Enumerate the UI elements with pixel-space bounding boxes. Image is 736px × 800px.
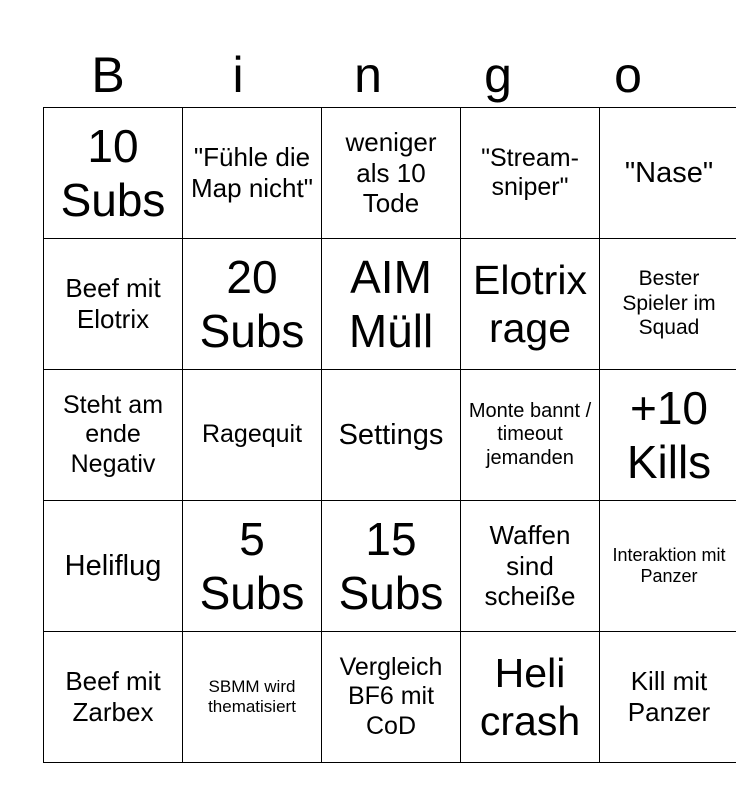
bingo-cell[interactable]: "Stream-sniper" — [461, 108, 600, 239]
bingo-cell[interactable]: +10 Kills — [600, 370, 736, 501]
bingo-cell[interactable]: AIM Müll — [322, 239, 461, 370]
bingo-cell[interactable]: Waffen sind scheiße — [461, 501, 600, 632]
grid-row-4 — [44, 501, 736, 632]
bingo-cell[interactable]: Monte bannt / timeout jemanden — [461, 370, 600, 501]
header-letter-i: i — [232, 47, 244, 103]
bingo-cell[interactable]: 10 Subs — [44, 108, 183, 239]
header-letter-n: n — [354, 47, 382, 103]
bingo-cell[interactable]: Vergleich BF6 mit CoD — [322, 632, 461, 763]
header-letter-g: g — [484, 47, 512, 103]
bingo-grid — [43, 107, 736, 763]
bingo-cell[interactable]: Heliflug — [44, 501, 183, 632]
bingo-cell[interactable]: "Nase" — [600, 108, 736, 239]
bingo-cell[interactable]: 15 Subs — [322, 501, 461, 632]
bingo-cell[interactable]: Heli crash — [461, 632, 600, 763]
bingo-cell[interactable]: Settings — [322, 370, 461, 501]
bingo-cell[interactable]: Kill mit Panzer — [600, 632, 736, 763]
bingo-cell[interactable]: "Fühle die Map nicht" — [183, 108, 322, 239]
grid-row-5 — [44, 632, 736, 763]
bingo-header — [43, 42, 693, 108]
bingo-cell[interactable]: 5 Subs — [183, 501, 322, 632]
bingo-cell[interactable]: Beef mit Elotrix — [44, 239, 183, 370]
header-letter-b: B — [91, 47, 125, 103]
grid-row-3 — [44, 370, 736, 501]
grid-row-1 — [44, 108, 736, 239]
bingo-cell[interactable]: weniger als 10 Tode — [322, 108, 461, 239]
bingo-cell[interactable]: 20 Subs — [183, 239, 322, 370]
bingo-cell[interactable]: Ragequit — [183, 370, 322, 501]
bingo-cell[interactable]: Beef mit Zarbex — [44, 632, 183, 763]
bingo-cell[interactable]: SBMM wird thematisiert — [183, 632, 322, 763]
bingo-cell[interactable]: Bester Spieler im Squad — [600, 239, 736, 370]
grid-row-2 — [44, 239, 736, 370]
bingo-cell[interactable]: Interaktion mit Panzer — [600, 501, 736, 632]
bingo-cell[interactable]: Steht am ende Negativ — [44, 370, 183, 501]
header-letter-o: o — [614, 47, 642, 103]
bingo-cell[interactable]: Elotrix rage — [461, 239, 600, 370]
